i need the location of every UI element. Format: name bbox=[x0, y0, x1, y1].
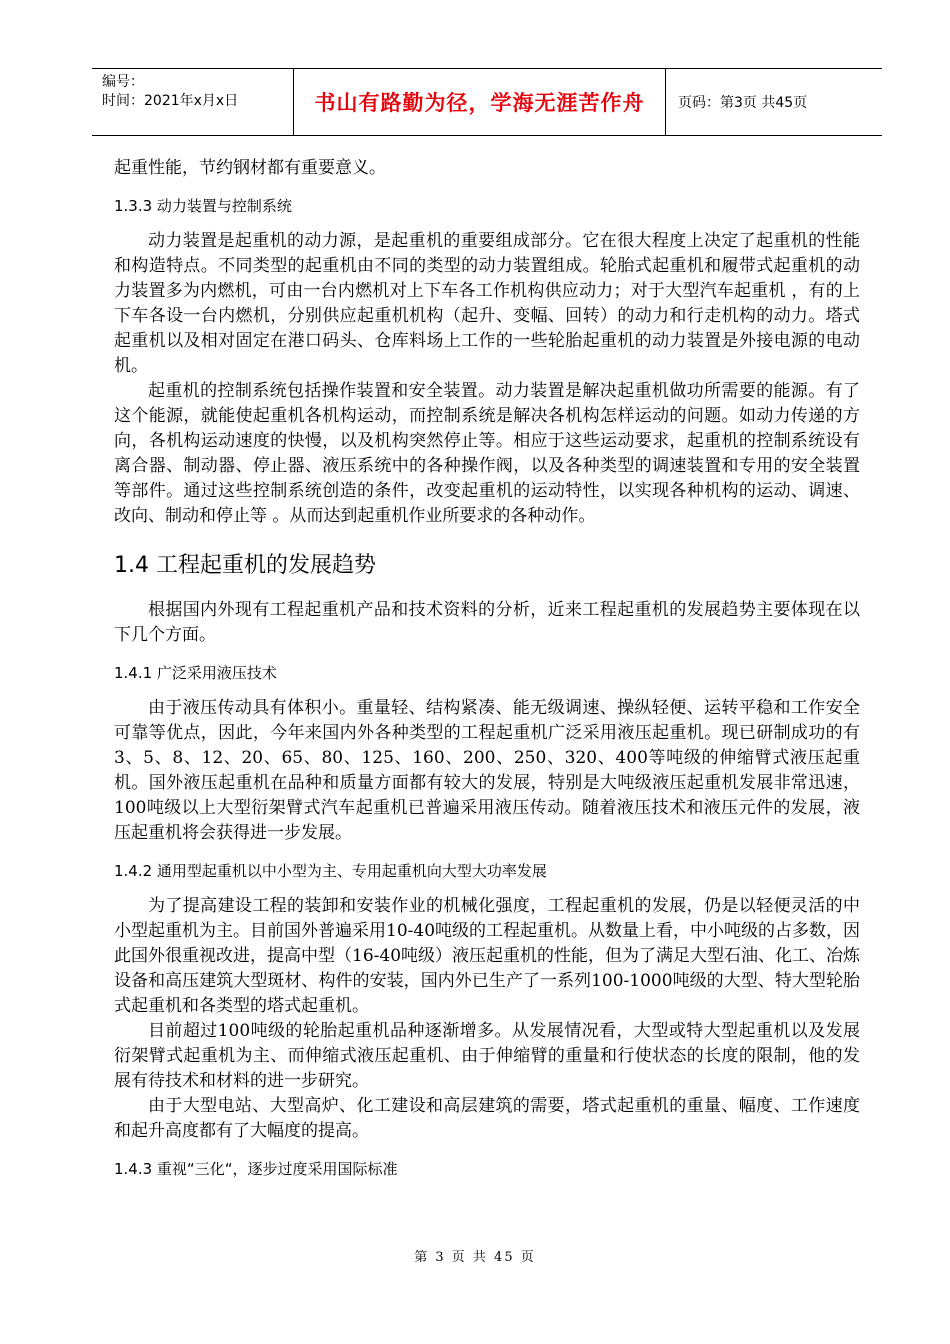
chapter-heading: 1.4 工程起重机的发展趋势 bbox=[114, 553, 376, 578]
header-time: 时间：2021年x月x日 bbox=[102, 93, 239, 109]
paragraph: 由于大型电站、大型高炉、化工建设和高层建筑的需要，塔式起重机的重量、幅度、工作速度和起升高度都有了大幅度的提高。 bbox=[114, 1096, 860, 1141]
page-header bbox=[92, 68, 882, 136]
paragraph: 根据国内外现有工程起重机产品和技术资料的分析，近来工程起重机的发展趋势主要体现在以下几个方面。 bbox=[114, 600, 860, 645]
header-page: 页码：第3页 共45页 bbox=[678, 95, 808, 111]
header-motto-cell bbox=[293, 69, 666, 135]
page-footer: 第 3 页 共 45 页 bbox=[414, 1250, 536, 1265]
paragraph: 起重机的控制系统包括操作装置和安全装置。动力装置是解决起重机做功所需要的能源。有了这个能源，就能使起重机各机构运动，而控制系统是解决各机构怎样运动的问题。如动力传递的方向，各机构运动速度的快慢，以及机构突然停止等。相应于这些运动要求，起重机的控制系统设有离合器、制动器、停止器、液压系统中的各种操作阀，以及各种类型的调速装置和专用的安全装置等部件。通过这些控制系统创造的条件，改变起重机的运动特性，以实现各种机构的运动、调速、改向、制动和停止等 。从而达到起重机作业所要求的各种动作。 bbox=[114, 381, 860, 526]
paragraph: 动力装置是起重机的动力源，是起重机的重要组成部分。它在很大程度上决定了起重机的性能和构造特点。不同类型的起重机由不同的类型的动力装置组成。轮胎式起重机和履带式起重机的动力装置多为内燃机，可由一台内燃机对上下车各工作机构供应动力；对于大型汽车起重机 ，有的上下车各设一台内燃机，分别供应起重机机构（起升、变幅、回转）的动力和行走机构的动力。塔式起重机以及相对固定在港口码头、仓库料场上工作的一些轮胎起重机的动力装置是外接电源的电动机。 bbox=[114, 231, 860, 376]
section-heading: 1.4.1 广泛采用液压技术 bbox=[114, 664, 277, 682]
document-body bbox=[114, 156, 860, 1180]
paragraph: 为了提高建设工程的装卸和安装作业的机械化强度，工程起重机的发展，仍是以轻便灵活的中小型起重机为主。目前国外普遍采用10-40吨级的工程起重机。从数量上看，中小吨级的占多数，因此国外很重视改进，提高中型（16-40吨级）液压起重机的性能，但为了满足大型石油、化工、冶炼设备和高压建筑大型斑材、构件的安装，国内外已生产了一系列100-1000吨级的大型、特大型轮胎式起重机和各类型的塔式起重机。 bbox=[114, 896, 861, 1016]
header-meta bbox=[92, 69, 293, 135]
section-heading: 1.3.3 动力装置与控制系统 bbox=[114, 197, 292, 215]
paragraph: 由于液压传动具有体积小。重量轻、结构紧凑、能无级调速、操纵轻便、运转平稳和工作安全可靠等优点，因此，今年来国内外各种类型的工程起重机广泛采用液压起重机。现已研制成功的有3、5、8、12、20、65、80、125、160、200、250、320、400等吨级的伸缩臂式液压起重机。国外液压起重机在品种和质量方面都有较大的发展，特别是大吨级液压起重机发展非常迅速，100吨级以上大型衍架臂式汽车起重机已普遍采用液压传动。随着液压技术和液压元件的发展，液压起重机将会获得进一步发展。 bbox=[114, 698, 860, 843]
paragraph: 起重性能，节约钢材都有重要意义。 bbox=[114, 158, 386, 178]
section-heading: 1.4.2 通用型起重机以中小型为主、专用起重机向大型大功率发展 bbox=[114, 862, 547, 880]
header-number: 编号： bbox=[102, 74, 144, 90]
header-motto: 书山有路勤为径，学海无涯苦作舟 bbox=[314, 91, 645, 115]
section-heading: 1.4.3 重视“三化“，逐步过度采用国际标准 bbox=[114, 1160, 398, 1178]
paragraph: 目前超过100吨级的轮胎起重机品种逐渐增多。从发展情况看，大型或特大型起重机以及发展衍架臂式起重机为主、而伸缩式液压起重机、由于伸缩臂的重量和行使状态的长度的限制，他的发展有待技术和材料的进一步研究。 bbox=[114, 1021, 860, 1091]
